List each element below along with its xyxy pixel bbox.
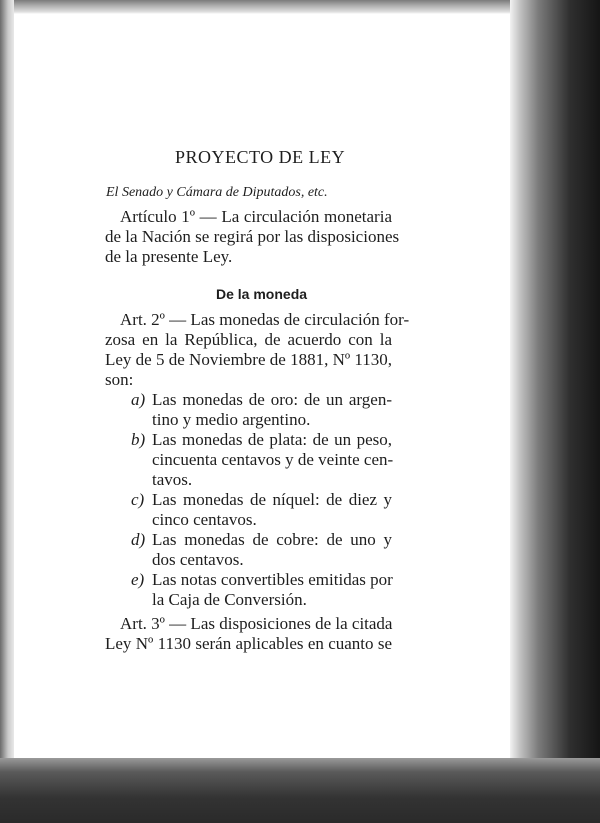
list-item-marker: d) (131, 530, 146, 549)
list-item-line: Las monedas de cobre: de uno y (152, 530, 392, 549)
article2-line: son: (105, 370, 134, 389)
list-item-line: Las monedas de oro: de un argen- (152, 390, 392, 409)
article1-line: de la presente Ley. (105, 247, 233, 266)
list-item-line: la Caja de Conversión. (152, 590, 307, 609)
list-item-line: tavos. (152, 470, 193, 489)
list-item-line: dos centavos. (152, 550, 244, 569)
article1-line: Artículo 1º — La circulación monetaria (120, 207, 392, 226)
list-item-marker: c) (131, 490, 145, 509)
scan-bottom-shadow (0, 758, 600, 823)
article3-line: Art. 3º — Las disposiciones de la citada (120, 614, 393, 633)
list-item-marker: e) (131, 570, 145, 589)
list-item-line: tino y medio argentino. (152, 410, 311, 429)
page-title: PROYECTO DE LEY (175, 147, 346, 167)
list-item-marker: b) (131, 430, 146, 449)
list-item-line: Las monedas de plata: de un peso, (152, 430, 392, 449)
list-item-line: Las monedas de níquel: de diez y (152, 490, 392, 509)
list-item-line: cincuenta centavos y de veinte cen- (152, 450, 394, 469)
scan-right-shadow (510, 0, 600, 823)
article2-line: zosa en la República, de acuerdo con la (105, 330, 392, 349)
list-item-line: Las notas convertibles emitidas por (152, 570, 393, 589)
section-heading: De la moneda (216, 286, 308, 302)
list-item-marker: a) (131, 390, 146, 409)
scan-left-edge (0, 0, 14, 823)
preamble: El Senado y Cámara de Diputados, etc. (106, 185, 328, 200)
article2-line: Art. 2º — Las monedas de circulación for- (120, 310, 410, 329)
article2-line: Ley de 5 de Noviembre de 1881, Nº 1130, (105, 350, 392, 369)
article1-line: de la Nación se regirá por las disposiciones (105, 227, 400, 246)
article3-line: Ley Nº 1130 serán aplicables en cuanto se (105, 634, 392, 653)
list-item-line: cinco centavos. (152, 510, 257, 529)
